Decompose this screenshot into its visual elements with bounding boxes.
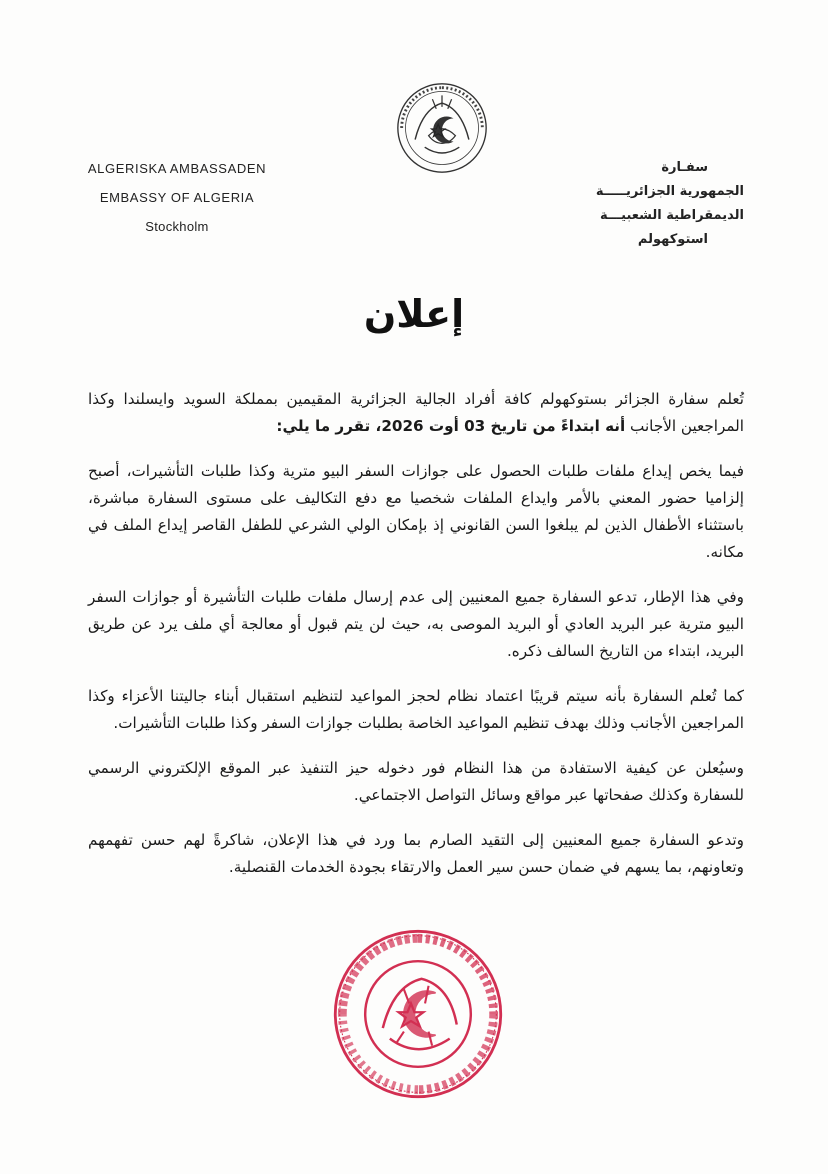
header-latin-address [86,154,268,241]
algerian-emblem-icon [394,80,490,176]
paragraph-2: وفي هذا الإطار، تدعو السفارة جميع المعنيين إلى عدم إرسال ملفات طلبات التأشيرة أو جوازات السفر البيو مترية عبر البريد العادي أو البريد الموصى به، حيث لن يتم قبول أو معالجة أي ملف يرد عن طريق البريد، ابتداء من التاريخ السالف ذكره. [88,588,744,660]
announcement-title: إعلان [363,292,465,336]
paragraph-5: وتدعو السفارة جميع المعنيين إلى التقيد الصارم بما ورد في هذا الإعلان، شاكرةً لهم حسن تفهمهم وتعاونهم، بما يسهم في ضمان حسن سير العمل والارتقاء بجودة الخدمات القنصلية. [88,831,744,876]
header-arabic-line-3: الديمقراطية الشعبيـــة [599,208,744,223]
paragraph-4: وسيُعلن عن كيفية الاستفادة من هذا النظام فور دخوله حيز التنفيذ عبر الموقع الإلكتروني الرسمي للسفارة وكذلك صفحاتها عبر مواقع وسائل التواصل الاجتماعي. [88,759,744,804]
header-arabic-line-4: استوكهولم [637,232,708,247]
intro-text: تُعلم سفارة الجزائر بستوكهولم كافة أفراد الجالية الجزائرية المقيمين بمملكة السويد وايسلندا وكذا المراجعين الأجانب [88,390,744,435]
header-arabic-line-2: الجمهورية الجزائريـــــة [595,184,744,199]
announcement-body [88,386,744,899]
intro-paragraph [88,386,744,440]
paragraph-1: فيما يخص إيداع ملفات طلبات الحصول على جوازات السفر البيو مترية وكذا طلبات التأشيرات، أصبح إلزاميا حضور المعني بالأمر وايداع الملفات شخصيا مع دفع التكاليف على مستوى السفارة مباشرة، باستثناء الأطفال الذين لم يبلغوا السن القانوني إذ بإمكان الولي الشرعي للطفل القاصر إيداع الملف في مكانه. [88,462,744,561]
header-arabic-address [514,156,744,252]
paragraph-3: كما تُعلم السفارة بأنه سيتم قريبًا اعتماد نظام لحجز المواعيد لتنظيم استقبال أبناء جاليتنا الأعزاء وكذا المراجعين الأجانب وذلك بهدف تنظيم المواعيد الخاصة بطلبات جوازات السفر وكذا طلبات التأشيرات. [88,687,744,732]
embassy-name-swedish: ALGERISKA AMBASSADEN [87,161,267,176]
header-arabic-line-1: سفـارة [661,160,708,175]
embassy-city: Stockholm [145,219,209,234]
embassy-name-english: EMBASSY OF ALGERIA [99,190,255,205]
intro-bold-text: أنه ابتداءً من تاريخ 03 أوت 2026، تقرر ما يلي: [276,417,626,435]
embassy-stamp-seal-icon [330,926,506,1102]
